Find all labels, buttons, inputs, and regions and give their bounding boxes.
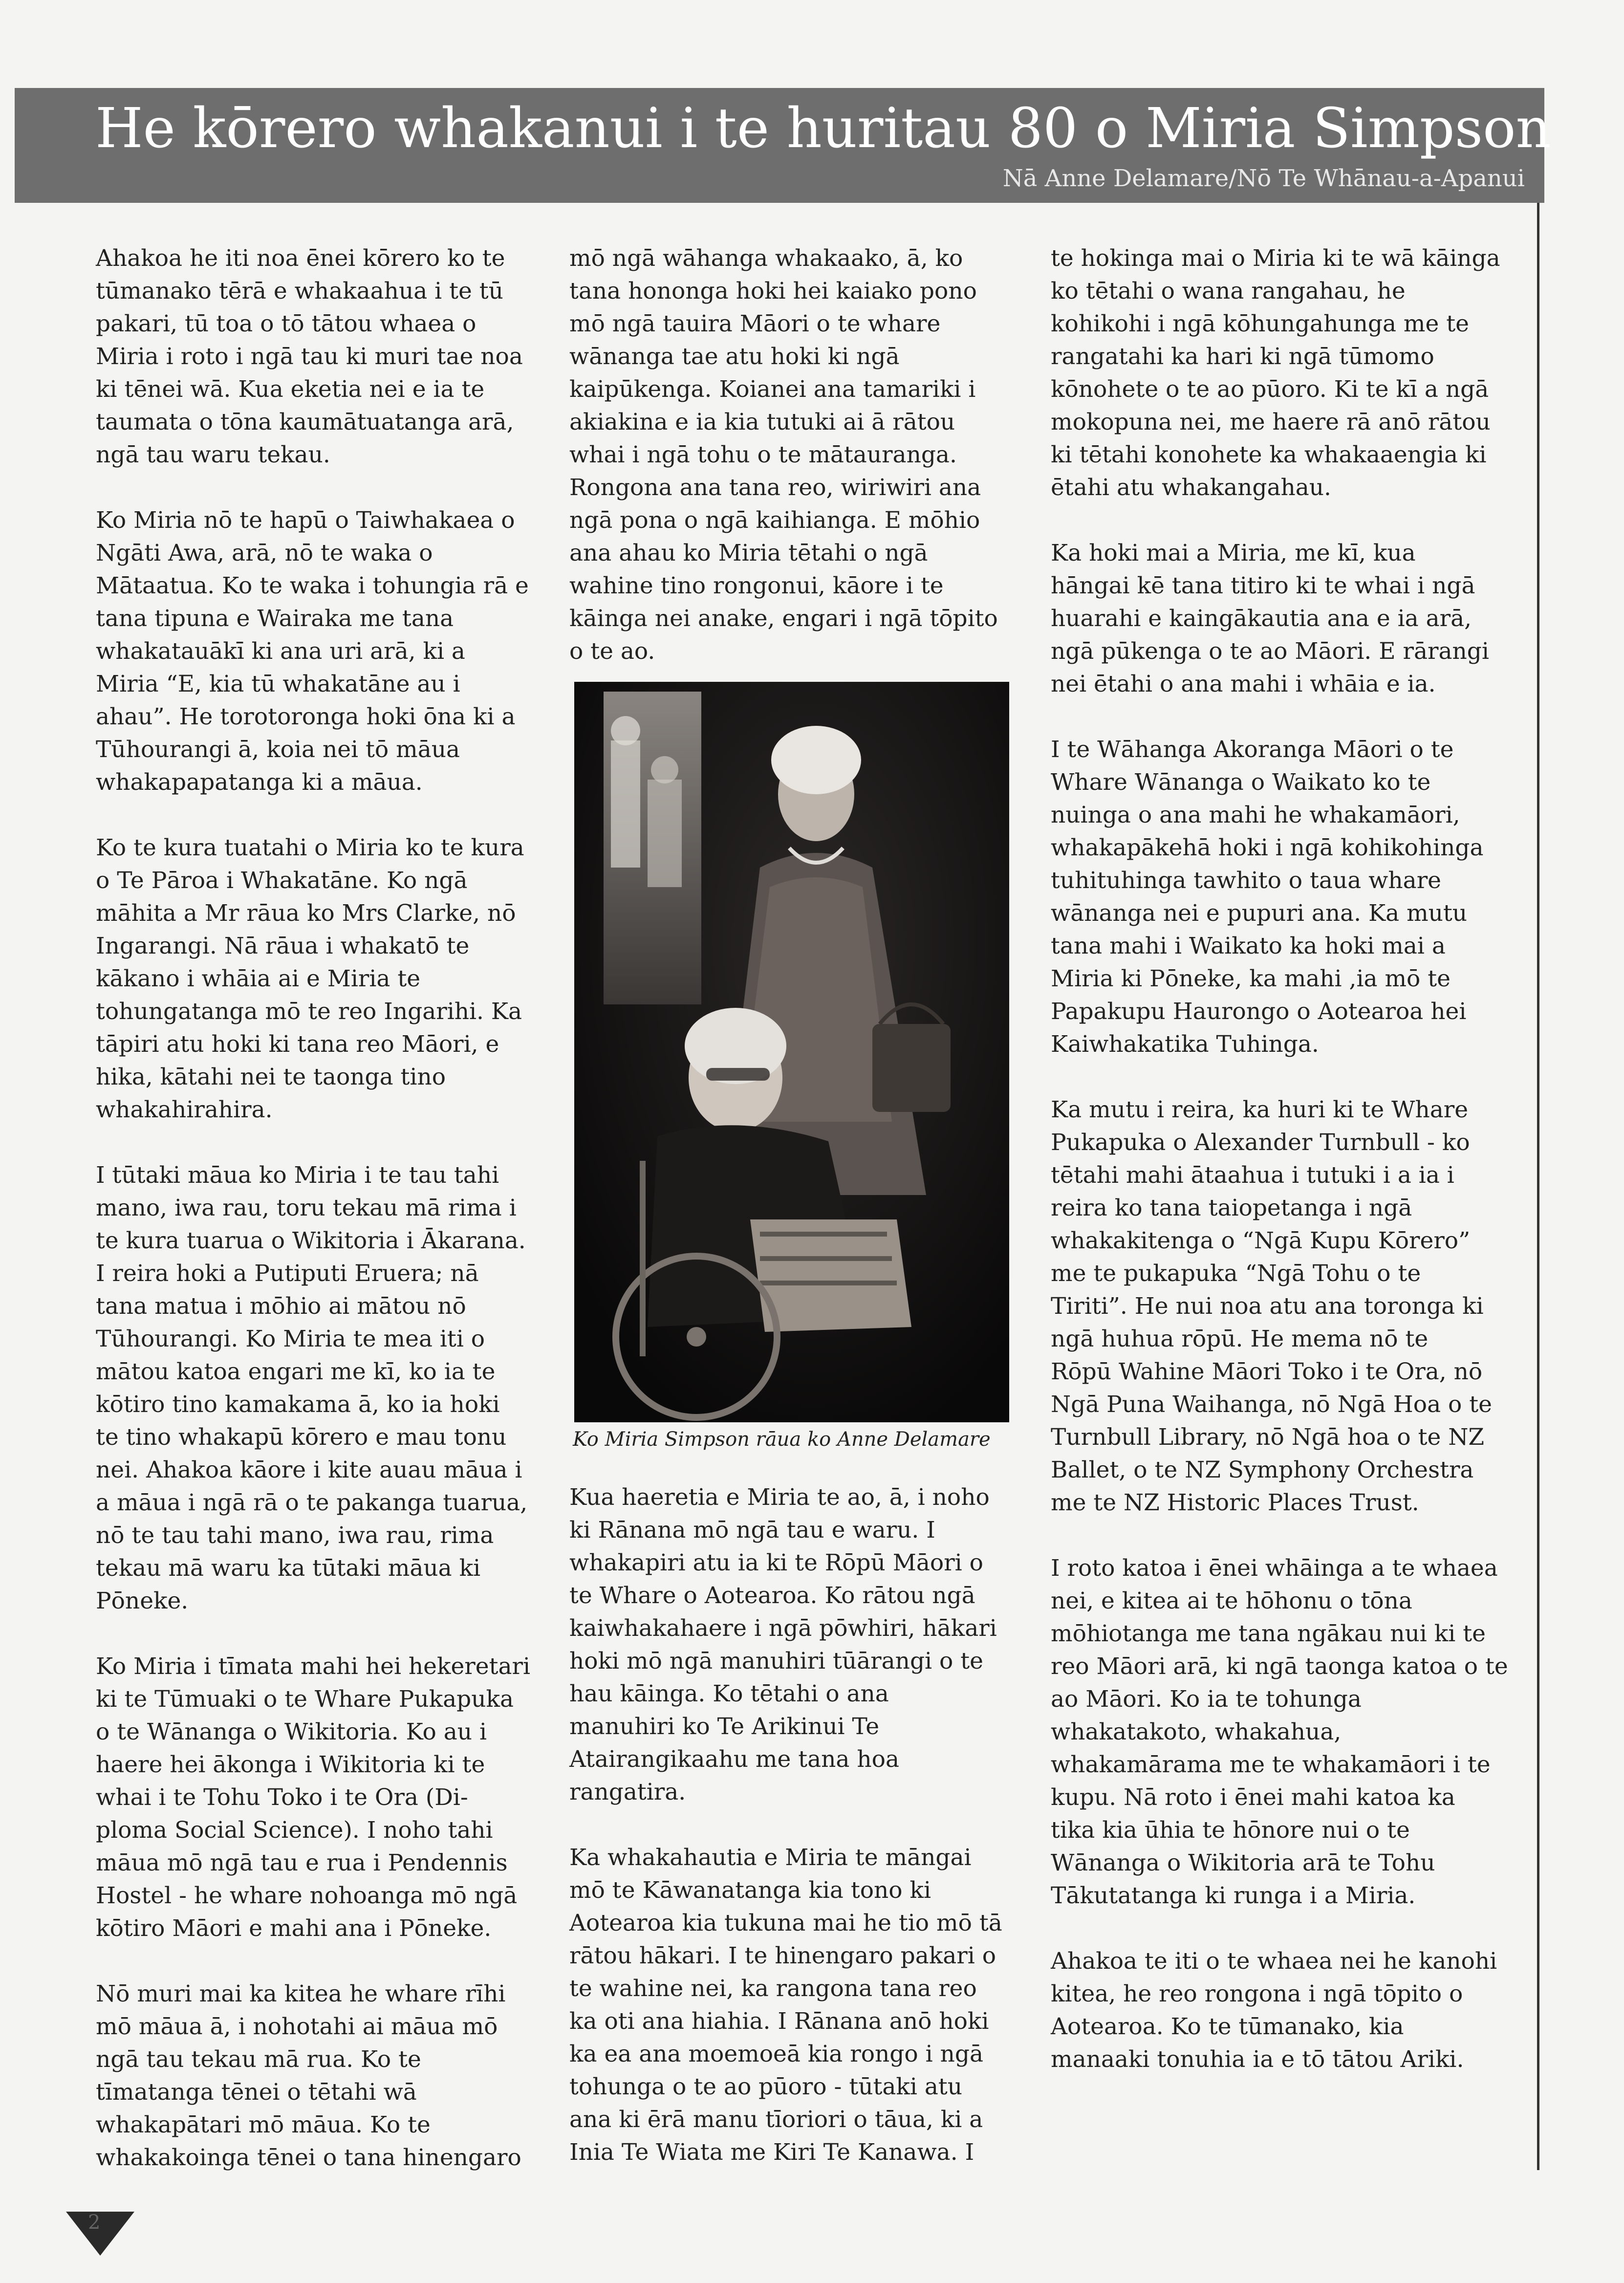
- photo-image: [574, 682, 1009, 1422]
- text-line: me te NZ Historic Places Trust.: [1051, 1489, 1419, 1516]
- text-line: ngā tau waru tekau.: [96, 441, 330, 468]
- text-line: Mātaatua. Ko te waka i tohungia rā e: [96, 572, 529, 599]
- text-line: Turnbull Library, nō Ngā hoa o te NZ: [1051, 1424, 1485, 1451]
- text-line: Wānanga o Wikitoria arā te Tohu: [1051, 1849, 1435, 1876]
- page-number: 2: [88, 2211, 101, 2234]
- paragraph-gap: [1051, 1912, 1515, 1945]
- text-line: whakapātari mō māua. Ko te: [96, 2111, 431, 2138]
- text-line: hāngai kē tana titiro ki te whai i ngā: [1051, 572, 1475, 599]
- text-line: ngā huhua rōpū. He mema nō te: [1051, 1326, 1429, 1352]
- text-line: tana mahi i Waikato ka hoki mai a: [1051, 933, 1446, 959]
- text-line: Pukapuka o Alexander Turnbull - ko: [1051, 1129, 1470, 1156]
- column-3: [1051, 242, 1515, 2076]
- text-line: tika kia ūhia te hōnore nui o te: [1051, 1817, 1410, 1844]
- text-line: tana tipuna e Wairaka me tana: [96, 605, 454, 632]
- text-line: Papakupu Haurongo o Aotearoa hei: [1051, 998, 1467, 1025]
- column-1: [96, 242, 565, 2174]
- text-line: ka ea ana moemoeā kia rongo i ngā: [569, 2041, 983, 2067]
- text-line: me te pukapuka “Ngā Tohu o te: [1051, 1260, 1421, 1287]
- text-line: Hostel - he whare nohoanga mō ngā: [96, 1882, 518, 1909]
- text-line: te hokinga mai o Miria ki te wā kāinga: [1051, 245, 1500, 272]
- text-line: kaiwhakahaere i ngā pōwhiri, hākari: [569, 1615, 997, 1642]
- text-line: whai i te Tohu Toko i te Ora (Di-: [96, 1784, 468, 1811]
- text-line: wānanga nei e pupuri ana. Ka mutu: [1051, 900, 1468, 927]
- text-line: whakakitenga o “Ngā Kupu Kōrero”: [1051, 1227, 1471, 1254]
- text-line: Ahakoa he iti noa ēnei kōrero ko te: [96, 245, 505, 272]
- text-line: hoki mō ngā manuhiri tūārangi o te: [569, 1648, 983, 1674]
- text-line: whakatauākī ki ana uri arā, ki a: [96, 638, 465, 665]
- article-title: He kōrero whakanui i te huritau 80 o Miria Simpson: [95, 97, 1551, 160]
- paragraph: [1051, 1945, 1515, 2076]
- text-line: Ka whakahautia e Miria te māngai: [569, 1844, 972, 1871]
- text-line: ki Rānana mō ngā tau e waru. I: [569, 1517, 935, 1544]
- text-line: tohunga o te ao pūoro - tūtaki atu: [569, 2073, 963, 2100]
- paragraph: [96, 1650, 565, 1945]
- text-line: tāpiri atu hoki ki tana reo Māori, e: [96, 1031, 499, 1058]
- text-line: mano, iwa rau, toru tekau mā rima i: [96, 1195, 517, 1221]
- paragraph: [1051, 1552, 1515, 1912]
- text-line: whai i ngā tohu o te mātauranga.: [569, 441, 957, 468]
- paragraph: [96, 831, 565, 1126]
- text-line: nō te tau tahi mano, iwa rau, rima: [96, 1522, 494, 1549]
- text-line: ao Māori. Ko ia te tohunga: [1051, 1686, 1362, 1713]
- text-line: kāinga nei anake, engari i ngā tōpito: [569, 605, 998, 632]
- paragraph-gap: [1051, 1061, 1515, 1093]
- paragraph-gap: [96, 799, 565, 831]
- text-line: māua mō ngā tau e rua i Pendennis: [96, 1849, 508, 1876]
- text-line: whakapākehā hoki i ngā kohikohinga: [1051, 834, 1484, 861]
- paragraph: [569, 1481, 1019, 1808]
- photo-caption: Ko Miria Simpson rāua ko Anne Delamare: [573, 1428, 991, 1451]
- byline: Nā Anne Delamare/Nō Te Whānau-a-Apanui: [1002, 165, 1525, 192]
- text-line: Miria i roto i ngā tau ki muri tae noa: [96, 343, 523, 370]
- text-line: kohikohi i ngā kōhungahunga me te: [1051, 310, 1469, 337]
- paragraph: [96, 1159, 565, 1617]
- text-line: I roto katoa i ēnei whāinga a te whaea: [1051, 1555, 1498, 1582]
- paragraph: [96, 242, 565, 471]
- text-line: huarahi e kaingākautia ana e ia arā,: [1051, 605, 1472, 632]
- text-line: Kua haeretia e Miria te ao, ā, i noho: [569, 1484, 990, 1511]
- text-line: Aotearoa. Ko te tūmanako, kia: [1051, 2013, 1404, 2040]
- text-line: ka oti ana hiahia. I Rānana anō hoki: [569, 2008, 989, 2035]
- text-line: kupu. Nā roto i ēnei mahi katoa ka: [1051, 1784, 1455, 1811]
- text-line: ki tēnei wā. Kua eketia nei e ia te: [96, 376, 485, 403]
- paragraph: [1051, 242, 1515, 504]
- text-line: whakatakoto, whakahua,: [1051, 1718, 1342, 1745]
- photo: [574, 682, 1009, 1422]
- text-line: kōnohete o te ao pūoro. Ki te kī a ngā: [1051, 376, 1489, 403]
- text-line: Inia Te Wiata me Kiri Te Kanawa. I: [569, 2139, 974, 2166]
- text-line: Aotearoa kia tukuna mai he tio mō tā: [569, 1910, 1002, 1936]
- paragraph: [96, 1978, 565, 2174]
- text-line: Rongona ana tana reo, wiriwiri ana: [569, 474, 981, 501]
- text-line: reo Māori arā, ki ngā taonga katoa o te: [1051, 1653, 1508, 1680]
- text-line: ko tētahi o wana rangahau, he: [1051, 278, 1406, 304]
- text-line: tuhituhinga tawhito o taua whare: [1051, 867, 1441, 894]
- text-line: ētahi atu whakangahau.: [1051, 474, 1331, 501]
- text-line: ngā pūkenga o te ao Māori. E rārangi: [1051, 638, 1489, 665]
- text-line: kōtiro Māori e mahi ana i Pōneke.: [96, 1915, 492, 1942]
- text-line: haere hei ākonga i Wikitoria ki te: [96, 1751, 485, 1778]
- paragraph: [1051, 733, 1515, 1061]
- paragraph-gap: [1051, 504, 1515, 537]
- text-line: Ka mutu i reira, ka huri ki te Whare: [1051, 1096, 1469, 1123]
- text-line: ki tētahi konohete ka whakaaengia ki: [1051, 441, 1487, 468]
- text-line: Tākutatanga ki runga i a Miria.: [1051, 1882, 1416, 1909]
- text-line: whakakoinga tēnei o tana hinengaro: [96, 2144, 521, 2171]
- paragraph-gap: [96, 1945, 565, 1978]
- text-line: mō te Kāwanatanga kia tono ki: [569, 1877, 931, 1904]
- paragraph: [96, 504, 565, 799]
- text-line: Ko Miria nō te hapū o Taiwhakaea o: [96, 507, 515, 534]
- text-line: Ingarangi. Nā rāua i whakatō te: [96, 933, 470, 959]
- text-line: manuhiri ko Te Arikinui Te: [569, 1713, 880, 1740]
- text-line: Whare Wānanga o Waikato ko te: [1051, 769, 1431, 796]
- text-line: mokopuna nei, me haere rā anō rātou: [1051, 409, 1491, 435]
- text-line: tana hononga hoki hei kaiako pono: [569, 278, 977, 304]
- text-line: hau kāinga. Ko tētahi o ana: [569, 1680, 889, 1707]
- paragraph-gap: [569, 1808, 1019, 1841]
- text-line: whakapapatanga ki a māua.: [96, 769, 423, 796]
- text-line: ngā tau tekau mā rua. Ko te: [96, 2046, 421, 2073]
- text-line: I te Wāhanga Akoranga Māori o te: [1051, 736, 1454, 763]
- text-line: mō māua ā, i nohotahi ai māua mō: [96, 2013, 498, 2040]
- text-line: Ahakoa te iti o te whaea nei he kanohi: [1051, 1948, 1497, 1975]
- text-line: a māua i ngā rā o te pakanga tuarua,: [96, 1489, 528, 1516]
- text-line: nuinga o ana mahi he whakamāori,: [1051, 802, 1460, 828]
- text-line: hika, kātahi nei te taonga tino: [96, 1064, 446, 1090]
- text-line: o Te Pāroa i Whakatāne. Ko ngā: [96, 867, 468, 894]
- text-line: Miria “E, kia tū whakatāne au i: [96, 671, 460, 697]
- text-line: Tiriti”. He nui noa atu ana toronga ki: [1051, 1293, 1484, 1320]
- text-line: ploma Social Science). I noho tahi: [96, 1817, 493, 1844]
- text-line: kākano i whāia ai e Miria te: [96, 965, 421, 992]
- text-line: tekau mā waru ka tūtaki māua ki: [96, 1555, 481, 1582]
- text-line: wānanga tae atu hoki ki ngā: [569, 343, 900, 370]
- column-2-top: [569, 242, 1019, 668]
- text-line: Pōneke.: [96, 1587, 189, 1614]
- text-line: mōhiotanga me tana ngākau nui ki te: [1051, 1620, 1486, 1647]
- text-line: rātou hākari. I te hinengaro pakari o: [569, 1942, 996, 1969]
- text-line: manaaki tonuhia ia e tō tātou Ariki.: [1051, 2046, 1464, 2073]
- text-line: Tūhourangi ā, koia nei tō māua: [96, 736, 460, 763]
- text-line: Kaiwhakatika Tuhinga.: [1051, 1031, 1319, 1058]
- paragraph: [569, 242, 1019, 668]
- text-line: kōtiro tino kamakama ā, ko ia hoki: [96, 1391, 500, 1418]
- text-line: reira ko tana taiopetanga i ngā: [1051, 1195, 1412, 1221]
- text-line: I tūtaki māua ko Miria i te tau tahi: [96, 1162, 499, 1189]
- text-line: rangatira.: [569, 1779, 686, 1805]
- text-line: whakamārama me te whakamāori i te: [1051, 1751, 1491, 1778]
- title-band: [15, 88, 1551, 203]
- paragraph-gap: [1051, 700, 1515, 733]
- text-line: whakapiri atu ia ki te Rōpū Māori o: [569, 1549, 983, 1576]
- paragraph-gap: [96, 1617, 565, 1650]
- text-line: kitea, he reo rongona i ngā tōpito o: [1051, 1980, 1463, 2007]
- text-line: I reira hoki a Putiputi Eruera; nā: [96, 1260, 479, 1287]
- text-line: ana ahau ko Miria tētahi o ngā: [569, 540, 928, 566]
- text-line: o te Wānanga o Wikitoria. Ko au i: [96, 1718, 487, 1745]
- text-line: te kura tuarua o Wikitoria i Ākarana.: [96, 1227, 526, 1254]
- text-line: Ka hoki mai a Miria, me kī, kua: [1051, 540, 1416, 566]
- text-line: ahau”. He torotoronga hoki ōna ki a: [96, 703, 516, 730]
- text-line: nei, e kitea ai te hōhonu o tōna: [1051, 1587, 1412, 1614]
- paragraph-gap: [96, 471, 565, 504]
- text-line: te tino whakapū kōrero e mau tonu: [96, 1424, 507, 1451]
- text-line: mō ngā wāhanga whakaako, ā, ko: [569, 245, 963, 272]
- text-line: ana ki ērā manu tīoriori o tāua, ki a: [569, 2106, 983, 2133]
- paragraph: [1051, 1093, 1515, 1519]
- text-line: tūmanako tērā e whakaahua i te tū: [96, 278, 503, 304]
- text-line: Rōpū Wahine Māori Toko i te Ora, nō: [1051, 1358, 1483, 1385]
- text-line: tohungatanga mō te reo Ingarihi. Ka: [96, 998, 522, 1025]
- text-line: pakari, tū toa o tō tātou whaea o: [96, 310, 476, 337]
- text-line: kaipūkenga. Koianei ana tamariki i: [569, 376, 976, 403]
- text-line: Tūhourangi. Ko Miria te mea iti o: [96, 1326, 485, 1352]
- text-line: tētahi mahi ātaahua i tutuki i a ia i: [1051, 1162, 1454, 1189]
- text-line: tīmatanga tēnei o tētahi wā: [96, 2079, 417, 2106]
- text-line: akiakina e ia kia tutuki ai ā rātou: [569, 409, 955, 435]
- text-line: whakahirahira.: [96, 1096, 273, 1123]
- column-rule: [1537, 203, 1539, 2170]
- text-line: o te ao.: [569, 638, 655, 665]
- text-line: Ko te kura tuatahi o Miria ko te kura: [96, 834, 524, 861]
- text-line: māhita a Mr rāua ko Mrs Clarke, nō: [96, 900, 516, 927]
- text-line: Atairangikaahu me tana hoa: [569, 1746, 899, 1773]
- paragraph: [1051, 537, 1515, 700]
- text-line: ki te Tūmuaki o te Whare Pukapuka: [96, 1686, 514, 1713]
- paragraph: [569, 1841, 1019, 2169]
- text-line: te Whare o Aotearoa. Ko rātou ngā: [569, 1582, 975, 1609]
- column-2-bottom: [569, 1481, 1019, 2169]
- text-line: mō ngā tauira Māori o te whare: [569, 310, 941, 337]
- text-line: Ballet, o te NZ Symphony Orchestra: [1051, 1457, 1474, 1483]
- text-line: Miria ki Pōneke, ka mahi ,ia mō te: [1051, 965, 1451, 992]
- text-line: nei. Ahakoa kāore i kite auau māua i: [96, 1457, 522, 1483]
- text-line: tana matua i mōhio ai mātou nō: [96, 1293, 466, 1320]
- text-line: Ko Miria i tīmata mahi hei hekeretari: [96, 1653, 530, 1680]
- paragraph-gap: [96, 1126, 565, 1159]
- text-line: rangatahi ka hari ki ngā tūmomo: [1051, 343, 1434, 370]
- text-line: mātou katoa engari me kī, ko ia te: [96, 1358, 496, 1385]
- text-line: Nō muri mai ka kitea he whare rīhi: [96, 1980, 506, 2007]
- text-line: taumata o tōna kaumātuatanga arā,: [96, 409, 514, 435]
- paragraph-gap: [1051, 1519, 1515, 1552]
- text-line: Ngāti Awa, arā, nō te waka o: [96, 540, 433, 566]
- text-line: ngā pona o ngā kaihianga. E mōhio: [569, 507, 980, 534]
- text-line: nei ētahi o ana mahi i whāia e ia.: [1051, 671, 1436, 697]
- text-line: wahine tino rongonui, kāore i te: [569, 572, 944, 599]
- text-line: Ngā Puna Waihanga, nō Ngā Hoa o te: [1051, 1391, 1492, 1418]
- text-line: te wahine nei, ka rangona tana reo: [569, 1975, 977, 2002]
